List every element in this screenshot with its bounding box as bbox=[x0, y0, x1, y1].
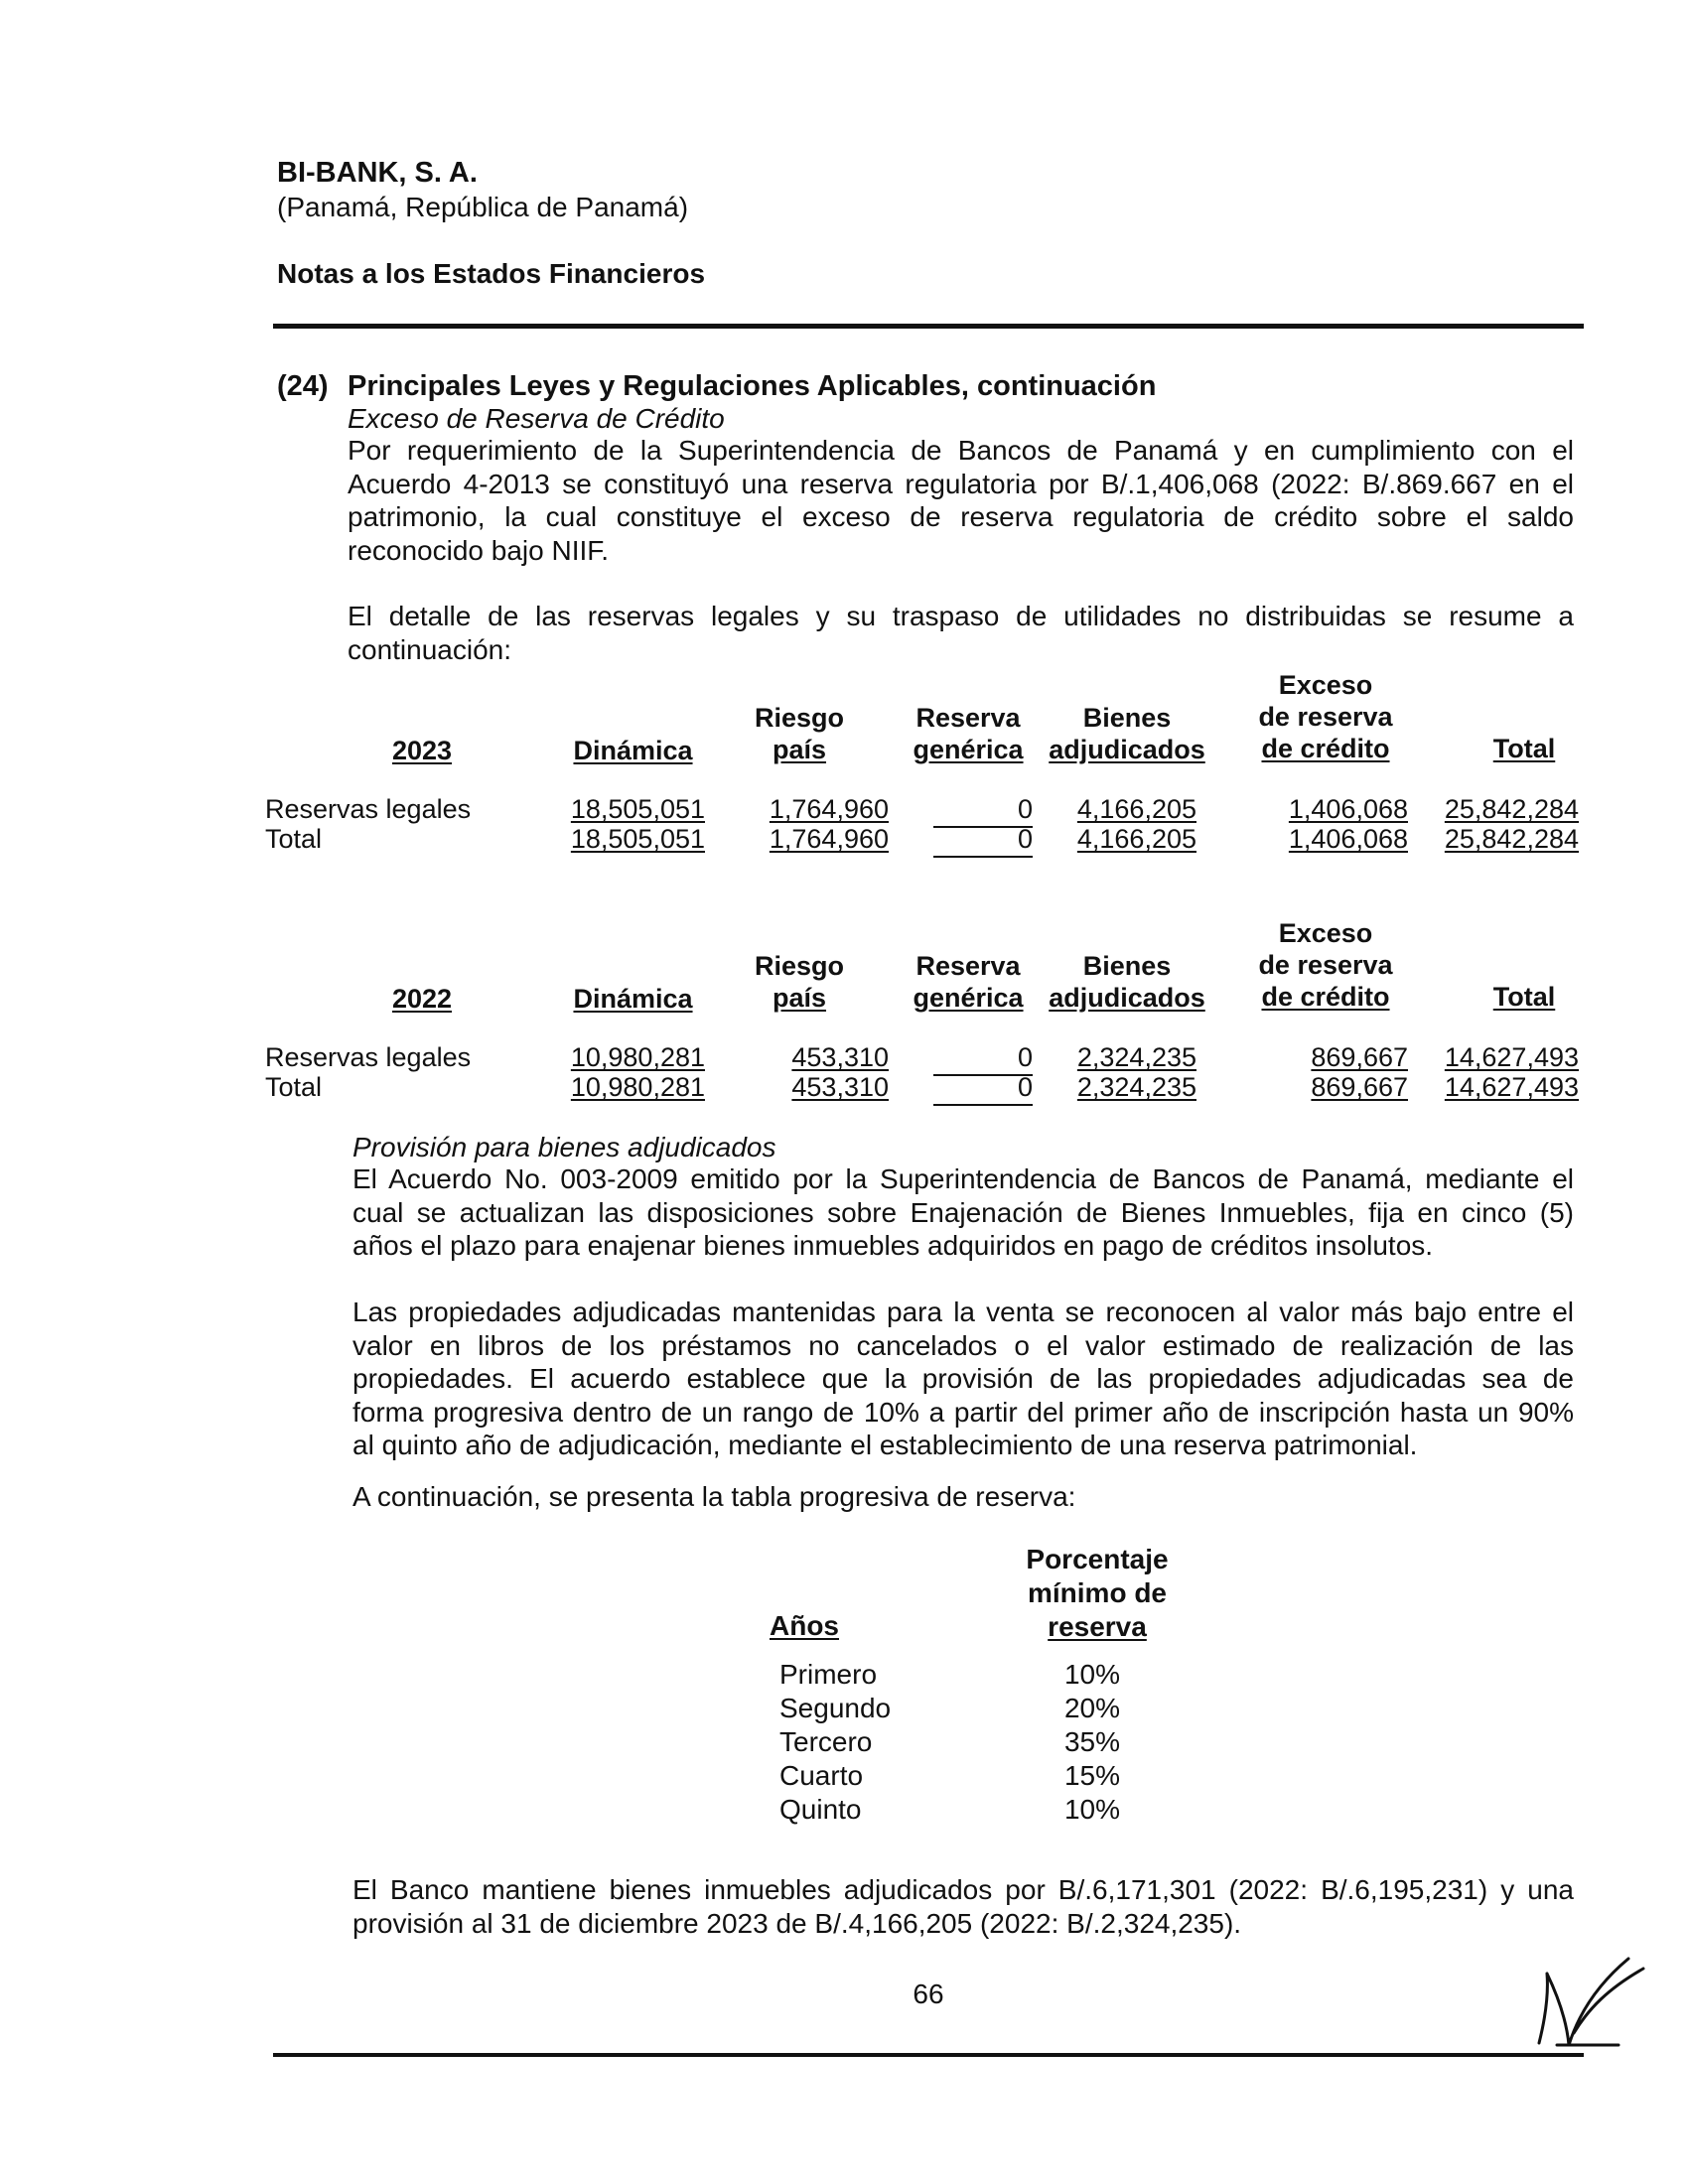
paragraph-line: Acuerdo 4-2013 se constituyó una reserva regulatoria por B/.1,406,068 (2022: B/.869.667 en el bbox=[348, 468, 1574, 499]
progressive-table-intro: A continuación, se presenta la tabla progresiva de reserva: bbox=[352, 1481, 1076, 1512]
cell-generica: 0 bbox=[1017, 1042, 1033, 1072]
paragraph-line: El Acuerdo No. 003-2009 emitido por la Superintendencia de Bancos de Panamá, mediante el bbox=[352, 1163, 1574, 1194]
column-header-riesgo bbox=[740, 950, 859, 1014]
cell-bienes: 2,324,235 bbox=[1076, 1072, 1196, 1102]
reserve-percent: 15% bbox=[1063, 1760, 1121, 1791]
cell-generica: 0 bbox=[1017, 1072, 1033, 1102]
column-header-bienes bbox=[1043, 702, 1211, 765]
column-header-reserva-generica bbox=[899, 950, 1038, 1014]
footer-rule bbox=[273, 2053, 1584, 2057]
cell-riesgo: 1,764,960 bbox=[769, 824, 889, 854]
company-name: BI-BANK, S. A. bbox=[277, 157, 478, 189]
cell-bienes: 4,166,205 bbox=[1076, 794, 1196, 824]
cell-total: 14,627,493 bbox=[1444, 1042, 1579, 1072]
cell-generica: 0 bbox=[1017, 794, 1033, 824]
closing-paragraph bbox=[352, 1873, 1574, 1940]
column-header-bienes bbox=[1043, 950, 1211, 1014]
header-line: adjudicados bbox=[1049, 983, 1205, 1013]
paragraph-line: continuación: bbox=[348, 633, 512, 665]
header-line: Reserva bbox=[915, 703, 1021, 733]
cell-riesgo: 453,310 bbox=[791, 1042, 889, 1072]
page-number: 66 bbox=[913, 1979, 944, 2009]
year-label: Quinto bbox=[779, 1794, 862, 1825]
header-line: Bienes bbox=[1082, 703, 1172, 733]
row-label: Total bbox=[265, 1072, 323, 1102]
header-line: reserva bbox=[1048, 1611, 1147, 1642]
column-header-reserva-generica bbox=[899, 702, 1038, 765]
document-title: Notas a los Estados Financieros bbox=[277, 258, 706, 289]
header-line: Riesgo bbox=[754, 951, 845, 981]
header-line: mínimo de bbox=[1027, 1577, 1167, 1608]
paragraph-line: El detalle de las reservas legales y su traspaso de utilidades no distribuidas se resume a bbox=[348, 601, 1574, 631]
header-line: Bienes bbox=[1082, 951, 1172, 981]
year-label: Tercero bbox=[779, 1726, 873, 1757]
header-line: Reserva bbox=[915, 951, 1021, 981]
year-label: Cuarto bbox=[779, 1760, 864, 1791]
reserve-percent: 10% bbox=[1063, 1794, 1121, 1825]
column-header-total: Total bbox=[1492, 734, 1556, 763]
provision-heading: Provisión para bienes adjudicados bbox=[352, 1132, 776, 1162]
column-header-dinamica: Dinámica bbox=[573, 736, 693, 765]
cell-generica: 0 bbox=[1017, 824, 1033, 854]
paragraph-line: reconocido bajo NIIF. bbox=[348, 534, 610, 566]
header-line: Riesgo bbox=[754, 703, 845, 733]
column-header-total: Total bbox=[1492, 982, 1556, 1012]
cell-exceso: 869,667 bbox=[1311, 1072, 1408, 1102]
header-line: país bbox=[772, 983, 827, 1013]
header-line: de reserva bbox=[1258, 950, 1393, 980]
signature-initials-icon bbox=[1519, 1954, 1658, 2053]
header-rule bbox=[273, 324, 1584, 329]
reserve-percent: 10% bbox=[1063, 1659, 1121, 1690]
column-header-exceso bbox=[1251, 669, 1400, 764]
reserve-percent: 35% bbox=[1063, 1726, 1121, 1757]
row-label: Total bbox=[265, 824, 323, 854]
excess-reserve-heading: Exceso de Reserva de Crédito bbox=[348, 403, 725, 434]
paragraph-line: años el plazo para enajenar bienes inmuebles adquiridos en pago de créditos insolutos. bbox=[352, 1230, 1434, 1261]
column-header-exceso bbox=[1251, 917, 1400, 1013]
header-line: Exceso bbox=[1278, 670, 1373, 700]
paragraph-line: valor en libros de los préstamos no cancelados o el valor estimado de realización de las bbox=[352, 1329, 1574, 1361]
row-label: Reservas legales bbox=[265, 1042, 472, 1072]
paragraph-line: Las propiedades adjudicadas mantenidas para la venta se reconocen al valor más bajo entre el bbox=[352, 1297, 1574, 1327]
cell-dinamica: 18,505,051 bbox=[570, 824, 705, 854]
cell-riesgo: 1,764,960 bbox=[769, 794, 889, 824]
section-title: Principales Leyes y Regulaciones Aplicables, continuación bbox=[348, 370, 1157, 402]
header-line: de reserva bbox=[1258, 702, 1393, 732]
header-line: genérica bbox=[913, 735, 1024, 764]
cell-total: 25,842,284 bbox=[1444, 824, 1579, 854]
cell-total: 25,842,284 bbox=[1444, 794, 1579, 824]
provision-paragraph-2 bbox=[352, 1296, 1574, 1462]
column-header-dinamica: Dinámica bbox=[573, 984, 693, 1014]
row-label: Reservas legales bbox=[265, 794, 472, 824]
table-year-label: 2023 bbox=[391, 736, 453, 765]
header-line: de crédito bbox=[1261, 734, 1390, 763]
table-year-label: 2022 bbox=[391, 984, 453, 1014]
reserves-intro-paragraph bbox=[348, 600, 1574, 666]
cell-exceso: 1,406,068 bbox=[1288, 824, 1408, 854]
header-line: adjudicados bbox=[1049, 735, 1205, 764]
paragraph-line: provisión al 31 de diciembre 2023 de B/.4,166,205 (2022: B/.2,324,235). bbox=[352, 1907, 1242, 1939]
cell-bienes: 4,166,205 bbox=[1076, 824, 1196, 854]
company-location: (Panamá, República de Panamá) bbox=[277, 192, 689, 222]
excess-reserve-paragraph bbox=[348, 434, 1574, 567]
header-line: genérica bbox=[913, 983, 1024, 1013]
column-header-porcentaje bbox=[1003, 1543, 1192, 1644]
cell-dinamica: 18,505,051 bbox=[570, 794, 705, 824]
cell-bienes: 2,324,235 bbox=[1076, 1042, 1196, 1072]
reserve-percent: 20% bbox=[1063, 1693, 1121, 1723]
year-label: Primero bbox=[779, 1659, 878, 1690]
cell-exceso: 869,667 bbox=[1311, 1042, 1408, 1072]
header-line: Exceso bbox=[1278, 918, 1373, 948]
zero-underline bbox=[933, 856, 1033, 858]
paragraph-line: patrimonio, la cual constituye el exceso de reserva regulatoria de crédito sobre el saldo bbox=[348, 501, 1574, 532]
column-header-anos: Años bbox=[770, 1610, 839, 1641]
paragraph-line: El Banco mantiene bienes inmuebles adjudicados por B/.6,171,301 (2022: B/.6,195,231) y una bbox=[352, 1874, 1574, 1905]
header-line: de crédito bbox=[1261, 982, 1390, 1012]
column-header-riesgo bbox=[740, 702, 859, 765]
year-label: Segundo bbox=[779, 1693, 892, 1723]
paragraph-line: cual se actualizan las disposiciones sobre Enajenación de Bienes Inmuebles, fija en cinco (5) bbox=[352, 1196, 1574, 1228]
paragraph-line: Por requerimiento de la Superintendencia de Bancos de Panamá y en cumplimiento con el bbox=[348, 435, 1574, 466]
section-number: (24) bbox=[277, 370, 329, 402]
zero-underline bbox=[933, 1104, 1033, 1106]
paragraph-line: propiedades. El acuerdo establece que la provisión de las propiedades adjudicadas sea de bbox=[352, 1363, 1574, 1394]
cell-exceso: 1,406,068 bbox=[1288, 794, 1408, 824]
paragraph-line: forma progresiva dentro de un rango de 10% a partir del primer año de inscripción hasta un 90% bbox=[352, 1396, 1574, 1428]
cell-total: 14,627,493 bbox=[1444, 1072, 1579, 1102]
paragraph-line: al quinto año de adjudicación, mediante el establecimiento de una reserva patrimonial. bbox=[352, 1430, 1418, 1460]
header-line: país bbox=[772, 735, 827, 764]
cell-dinamica: 10,980,281 bbox=[570, 1072, 705, 1102]
provision-paragraph-1 bbox=[352, 1162, 1574, 1263]
cell-dinamica: 10,980,281 bbox=[570, 1042, 705, 1072]
header-line: Porcentaje bbox=[1026, 1544, 1169, 1574]
cell-riesgo: 453,310 bbox=[791, 1072, 889, 1102]
